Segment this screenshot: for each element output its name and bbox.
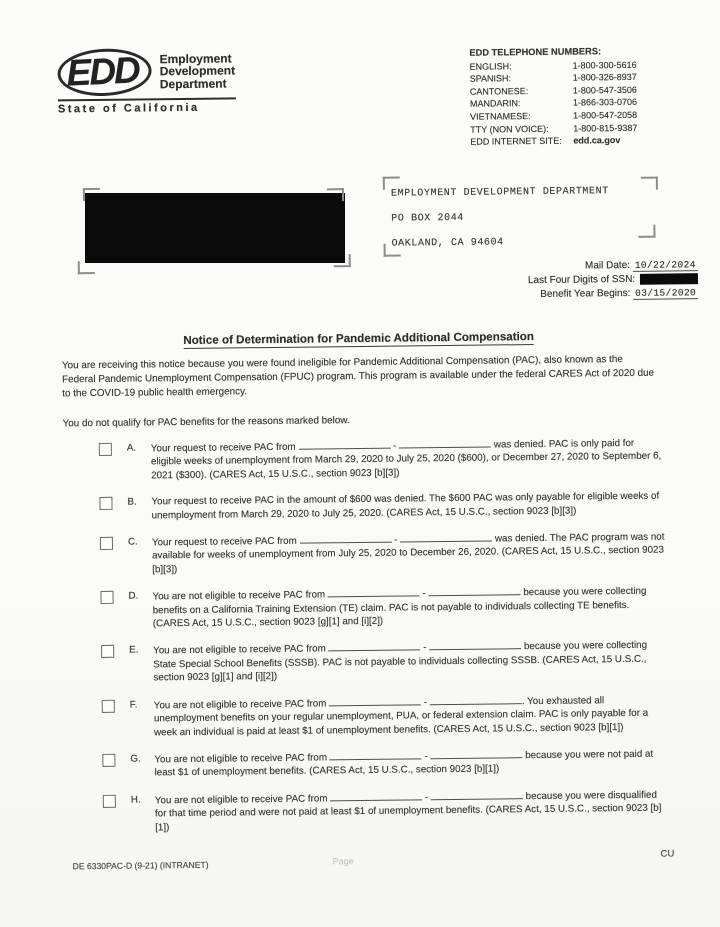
phone-label: VIETNAMESE: — [470, 111, 531, 122]
blank-line — [399, 438, 491, 449]
phone-row — [470, 133, 686, 148]
reasons-list — [99, 436, 672, 848]
benefit-year-row — [528, 287, 698, 303]
reason-item-h — [103, 787, 671, 835]
blank-line — [431, 789, 523, 800]
blank-line — [328, 641, 420, 652]
reason-text: You are not eligible to receive PAC from - because you were not paid at least $1 of unemployment benefits. (CARES Act, 15 U.S.C., section 9023 [b][1]) — [154, 748, 654, 779]
return-address-line: OAKLAND, CA 94604 — [391, 237, 504, 250]
reason-checkbox-d — [100, 591, 113, 604]
phone-label: TTY (NON VOICE): — [470, 123, 549, 135]
reason-checkbox-g — [102, 754, 115, 767]
crop-mark-br — [638, 225, 655, 238]
reason-item-g — [102, 746, 670, 780]
reason-item-b — [99, 490, 667, 523]
phone-value: 1-800-547-3506 — [572, 84, 637, 96]
phone-value: 1-800-815-9387 — [573, 122, 638, 134]
reason-letter: G. — [130, 753, 141, 765]
phone-label: ENGLISH: — [469, 60, 512, 72]
reason-item-e — [101, 638, 669, 686]
reason-text: Your request to receive PAC from - was denied. The PAC program was not available for weeks of unemployment from July 25, 2020 to December 26, 2020. (CARES Act, 15 U.S.C., section 9023 [b][3]) — [151, 531, 665, 576]
reason-letter: A. — [126, 442, 137, 454]
edd-logo-acronym: EDD — [57, 47, 153, 98]
phone-directory — [469, 44, 686, 148]
phone-value: 1-866-303-0706 — [572, 97, 638, 108]
crop-mark-bl — [78, 261, 95, 274]
blank-line — [429, 585, 521, 596]
blank-line — [430, 694, 522, 705]
blank-line — [299, 533, 391, 544]
edd-logo-dept-text — [159, 52, 235, 90]
phone-label: CANTONESE: — [469, 85, 529, 97]
crop-mark-tr — [641, 177, 658, 190]
document-title-text: Notice of Determination for Pandemic Additional Compensation — [183, 330, 534, 347]
qualify-line: You do not qualify for PAC benefits for the reasons marked below. — [62, 415, 350, 430]
reason-checkbox-e — [101, 645, 114, 658]
intro-paragraph: You are receiving this notice because you were found ineligible for Pandemic Additional Compensation (PAC), also known as the Federal Pandemic Unemployment Compensation (FPUC) program. This program is available under the federal CARES Act of 2020 due to the COVID-19 public health emergency. — [61, 354, 655, 399]
reason-checkbox-f — [102, 699, 115, 712]
reason-item-d — [100, 584, 668, 632]
footer-code: CU — [660, 848, 675, 860]
dept-line: Development — [159, 63, 236, 79]
phone-value: 1-800-326-8937 — [572, 72, 637, 83]
phone-label: EDD INTERNET SITE: — [470, 135, 562, 147]
blank-line — [400, 532, 492, 543]
state-of-california-label: State of California — [57, 101, 200, 116]
reason-item-c — [100, 530, 668, 578]
crop-mark-tr — [327, 188, 344, 201]
document-title — [0, 325, 719, 351]
return-address-line: PO BOX 2044 — [391, 212, 464, 225]
phone-value: edd.ca.gov — [573, 135, 621, 146]
phone-label: MANDARIN: — [469, 98, 521, 110]
mail-date-label: Mail Date: — [584, 259, 631, 272]
reason-checkbox-h — [103, 795, 116, 808]
reason-item-a — [99, 436, 667, 484]
benefit-year-label: Benefit Year Begins: — [540, 288, 631, 301]
reason-letter: B. — [127, 496, 137, 508]
reason-checkbox-b — [99, 497, 112, 510]
reason-checkbox-a — [99, 443, 112, 456]
reason-text: Your request to receive PAC from - was denied. PAC is only paid for eligible weeks of unemployment from March 29, 2020 to July 25, 2020 ($600), or December 27, 2020 to September 6, 2021 ($300). (CARES Act, 15 U.S.C., section 9023 [b][3]) — [150, 437, 662, 482]
footer-center-mark: Page — [332, 856, 354, 867]
phone-rows — [469, 58, 686, 149]
crop-mark-tl — [83, 188, 100, 201]
form-number: DE 6330PAC-D (9-21) (INTRANET) — [72, 859, 209, 872]
mail-date-value: 10/22/2024 — [633, 259, 698, 272]
reason-letter: F. — [129, 699, 138, 711]
reason-letter: E. — [129, 644, 139, 657]
blank-line — [429, 640, 521, 651]
ssn-label: Last Four Digits of SSN: — [527, 274, 636, 287]
phone-directory-title: EDD TELEPHONE NUMBERS: — [469, 46, 602, 58]
reason-letter: D. — [128, 590, 139, 602]
reason-text: You are not eligible to receive PAC from - because you were collecting State Special School Benefits (SSSB). PAC is not payable to individuals collecting SSSB. (CARES Act, 15 U.S.C., section 9023 [g][1] and [i][2]) — [153, 640, 648, 684]
redacted-ssn — [640, 273, 698, 285]
crop-mark-br — [334, 254, 351, 267]
reason-letter: H. — [130, 794, 141, 806]
reason-item-f — [102, 692, 670, 740]
return-address-line: EMPLOYMENT DEVELOPMENT DEPARTMENT — [390, 186, 609, 200]
blank-line — [330, 749, 422, 760]
phone-label: SPANISH: — [469, 73, 512, 84]
phone-value: 1-800-547-2058 — [573, 109, 638, 121]
blank-line — [328, 587, 420, 598]
reason-text: You are not eligible to receive PAC from - because you were collecting benefits on a California Training Extension (TE) claim. PAC is not payable to individuals collecting TE benefits. (CARES Act, 15 U.S.C., section 9023 [g][1] and [i][2]) — [152, 586, 647, 630]
dept-line: Department — [159, 76, 227, 91]
reason-text: You are not eligible to receive PAC from - because you were disqualified for that time period and were not paid at least $1 of unemployment benefits. (CARES Act, 15 U.S.C., section 9023 [b][1]) — [154, 789, 662, 833]
benefit-year-value: 03/15/2020 — [633, 288, 698, 301]
reason-checkbox-c — [100, 537, 113, 550]
mail-meta — [528, 258, 699, 303]
dept-line: Employment — [159, 51, 232, 66]
reason-text: Your request to receive PAC in the amount of $600 was denied. The $600 PAC was only payable for eligible weeks of unemployment from March 29, 2020 to July 25, 2020. (CARES Act, 15 U.S.C., section 9023 [b][3]) — [151, 490, 660, 521]
return-address — [391, 179, 610, 256]
reason-letter: C. — [127, 536, 138, 548]
phone-value: 1-800-300-5616 — [572, 59, 637, 71]
reason-text: You are not eligible to receive PAC from - . You exhausted all unemployment benefits on your regular unemployment, PUA, or federal extension claim. PAC is only payable for a week an individual is paid at least $1 of unemployment benefits. (CARES Act, 15 U.S.C., section 9023 [b][1]) — [153, 694, 649, 738]
blank-line — [329, 695, 421, 706]
blank-line — [330, 790, 422, 801]
edd-logo — [57, 47, 236, 115]
blank-line — [430, 748, 522, 759]
blank-line — [298, 439, 390, 450]
